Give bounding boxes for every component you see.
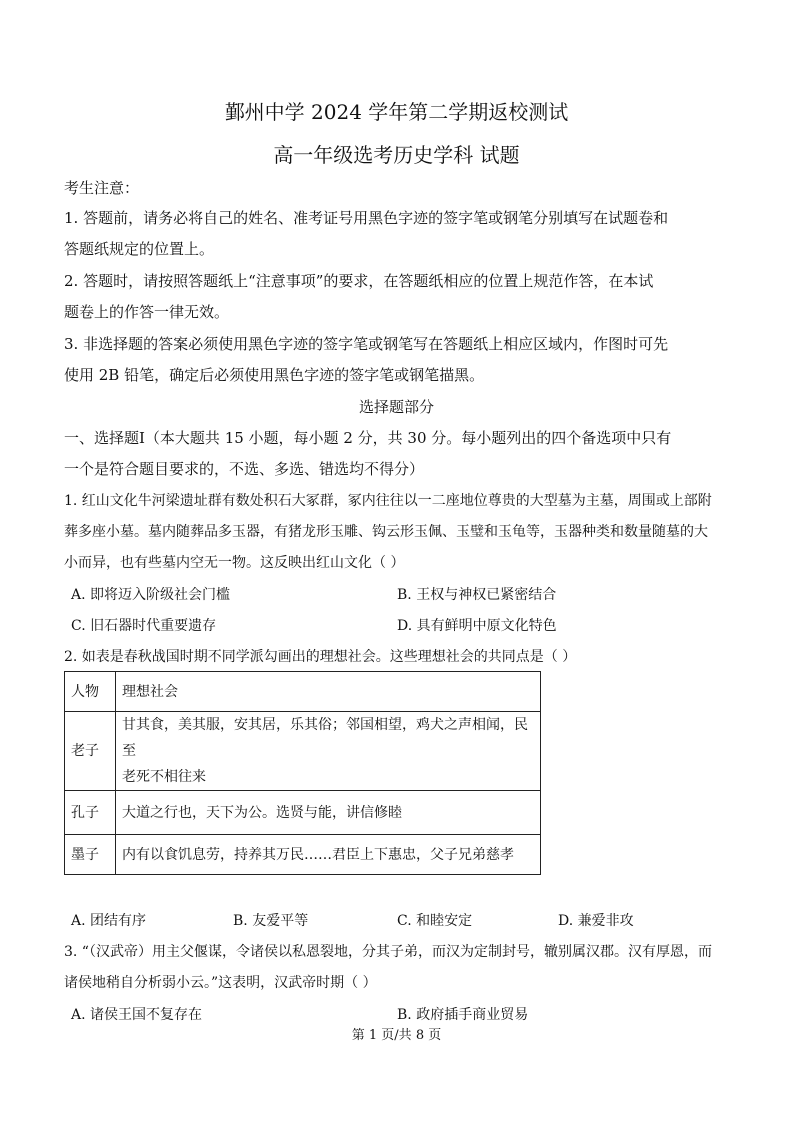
- table-cell-name: 墨子: [65, 835, 116, 875]
- table-header-ideal: 理想社会: [116, 672, 541, 712]
- table-header-person: 人物: [65, 672, 116, 712]
- q2-option-c: C. 和睦安定: [397, 913, 473, 929]
- q1-option-d: D. 具有鲜明中原文化特色: [397, 618, 557, 634]
- q2-stem: 2. 如表是春秋战国时期不同学派勾画出的理想社会。这些理想社会的共同点是（ ）: [64, 649, 577, 665]
- table-header-row: [65, 672, 541, 712]
- q1-option-a: A. 即将迈入阶级社会门槛: [71, 587, 231, 603]
- q1-stem-line3: 小而异，也有些墓内空无一物。这反映出红山文化（ ）: [64, 555, 405, 571]
- q1-option-c: C. 旧石器时代重要遗存: [71, 618, 217, 634]
- part-instructions: 一、选择题Ⅰ（本大题共 15 小题，每小题 2 分，共 30 分。每小题列出的四个备选项中只有: [64, 429, 672, 447]
- notice-item-2: 2. 答题时，请按照答题纸上“注意事项”的要求，在答题纸相应的位置上规范作答，在本试: [64, 272, 654, 290]
- notice-heading: 考生注意：: [64, 179, 140, 197]
- q3-option-a: A. 诸侯王国不复存在: [71, 1007, 203, 1023]
- notice-item-2-cont: 题卷上的作答一律无效。: [64, 303, 230, 321]
- q2-option-a: A. 团结有序: [71, 913, 147, 929]
- exam-title: 鄞州中学 2024 学年第二学期返校测试: [224, 100, 569, 124]
- notice-item-3: 3. 非选择题的答案必须使用黑色字迹的签字笔或钢笔写在答题纸上相应区域内，作图时可先: [64, 335, 669, 353]
- notice-item-1-cont: 答题纸规定的位置上。: [64, 240, 215, 258]
- table-cell-text-line: 老死不相往来: [122, 769, 206, 785]
- exam-subtitle: 高一年级选考历史学科 试题: [273, 143, 520, 167]
- table-cell-name: 老子: [65, 712, 116, 791]
- q2-option-d: D. 兼爱非攻: [558, 913, 634, 929]
- table-row: [65, 835, 541, 875]
- section-title: 选择题部分: [358, 398, 434, 416]
- q3-stem: 3. “（汉武帝）用主父偃谋，令诸侯以私恩裂地，分其子弟，而汉为定制封号，辙别属汉郡。汉有厚恩，而: [64, 944, 712, 960]
- table-row: [65, 712, 541, 791]
- table-cell-name: 孔子: [65, 791, 116, 835]
- q2-option-b: B. 友爱平等: [233, 913, 309, 929]
- q1-option-b: B. 王权与神权已紧密结合: [397, 587, 557, 603]
- table-row: [65, 791, 541, 835]
- notice-item-1: 1. 答题前，请务必将自己的姓名、准考证号用黑色字迹的签字笔或钢笔分别填写在试题卷和: [64, 209, 669, 227]
- q1-stem: 1. 红山文化牛河梁遗址群有数处积石大冢群，冢内往往以一二座地位尊贵的大型墓为主墓，周围或上部附: [64, 493, 712, 509]
- part-instructions-cont: 一个是符合题目要求的，不选、多选、错选均不得分）: [64, 460, 425, 478]
- table-cell-text: 大道之行也，天下为公。选贤与能，讲信修睦: [116, 791, 541, 835]
- notice-item-3-cont: 使用 2B 铅笔，确定后必须使用黑色字迹的签字笔或钢笔描黑。: [64, 366, 485, 384]
- table-cell-text-line: 甘其食，美其服，安其居，乐其俗；邻国相望，鸡犬之声相闻，民至: [122, 717, 528, 759]
- page-number: 第 1 页/共 8 页: [351, 1028, 442, 1043]
- q1-stem-line2: 葬多座小墓。墓内随葬品多玉器，有猪龙形玉雕、钩云形玉佩、玉璧和玉龟等，玉器种类和数量随墓的大: [64, 524, 708, 540]
- table-cell-text: [116, 712, 541, 791]
- q3-stem-line2: 诸侯地稍自分析弱小云。”这表明，汉武帝时期（ ）: [64, 975, 377, 991]
- q3-option-b: B. 政府插手商业贸易: [397, 1007, 529, 1023]
- table-cell-text: 内有以食饥息劳，持养其万民……君臣上下惠忠，父子兄弟慈孝: [116, 835, 541, 875]
- ideal-society-table: [64, 671, 541, 875]
